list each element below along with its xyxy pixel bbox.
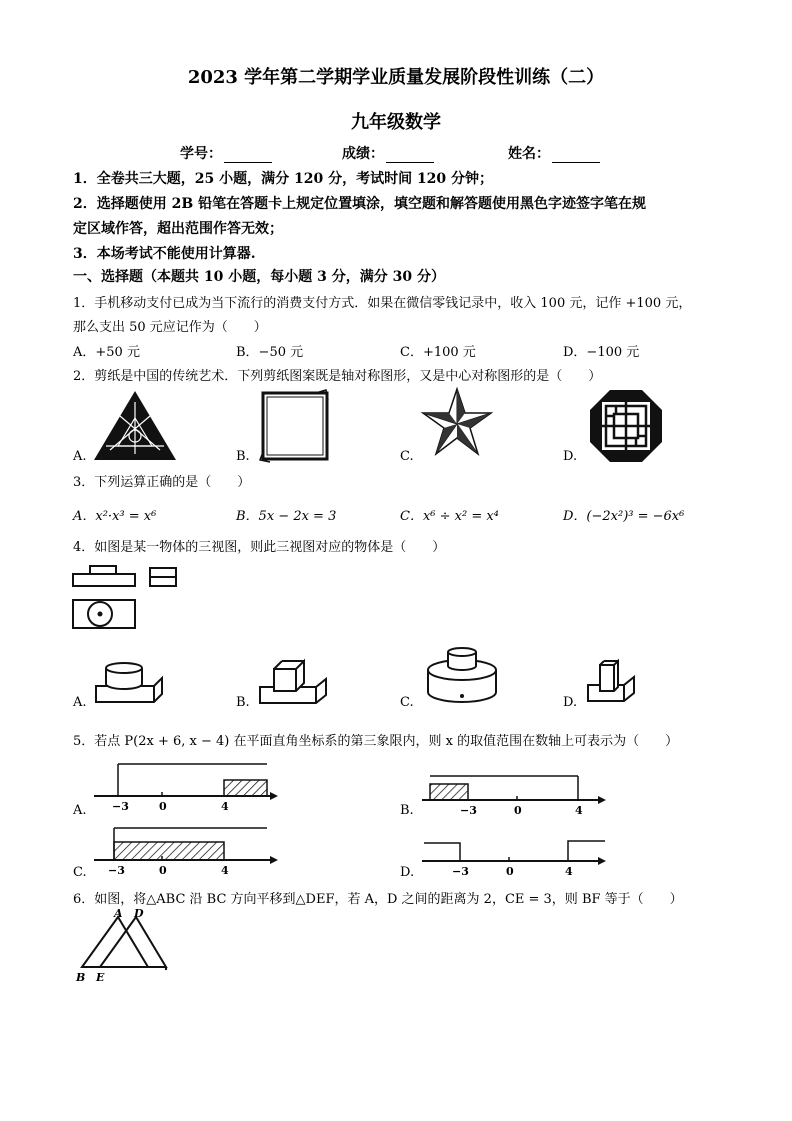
point-b-label: B — [76, 971, 86, 984]
q3-option-a: A．x²·x³ = x⁶ — [73, 509, 157, 524]
point-e-label: E — [96, 971, 105, 984]
q4-label-d: D. — [563, 695, 578, 710]
q4-label-a: A. — [73, 695, 87, 710]
point-d-label: D — [134, 907, 144, 920]
student-id-label: 学号： — [180, 146, 222, 162]
q1-text: 1．手机移动支付已成为当下流行的消费支付方式．如果在微信零钱记录中，收入 100 元，记作 +100 元， — [73, 296, 692, 311]
q5-text: 5．若点 P(2x + 6, x − 4) 在平面直角坐标系的第三象限内，则 x 的取值范围在数轴上可表示为（ ） — [73, 734, 679, 749]
q1-option-c: C．+100 元 — [400, 345, 476, 360]
tick-4: 4 — [221, 864, 229, 877]
translated-triangles-figure — [72, 905, 172, 985]
tick-neg3: −3 — [460, 804, 477, 817]
q5-label-d: D. — [400, 865, 415, 880]
score-blank — [386, 148, 434, 163]
number-line-d — [420, 833, 610, 881]
number-line-a — [92, 760, 282, 815]
papercut-triangle-figure — [90, 388, 180, 463]
q3-text: 3．下列运算正确的是（ ） — [73, 475, 251, 490]
tick-neg3: −3 — [452, 865, 469, 878]
instruction-2-cont: 定区域作答，超出范围作答无效； — [73, 221, 283, 237]
q4-label-c: C. — [400, 695, 414, 710]
q4-text: 4．如图是某一物体的三视图，则此三视图对应的物体是（ ） — [73, 540, 446, 555]
number-line-b — [420, 770, 610, 818]
q1-option-b: B．−50 元 — [236, 345, 304, 360]
solid-cube-on-block — [256, 655, 331, 707]
three-view-figure — [70, 560, 200, 635]
q5-label-a: A. — [73, 803, 87, 818]
name-field — [508, 143, 600, 163]
section-heading: 一、选择题（本题共 10 小题，每小题 3 分，满分 30 分） — [73, 269, 445, 285]
q1-text-cont: 那么支出 50 元应记作为（ ） — [73, 320, 267, 335]
tick-neg3: −3 — [112, 800, 129, 813]
q2-text: 2．剪纸是中国的传统艺术．下列剪纸图案既是轴对称图形，又是中心对称图形的是（ ） — [73, 369, 602, 384]
name-blank — [552, 148, 600, 163]
name-label: 姓名： — [508, 146, 550, 162]
tick-4: 4 — [575, 804, 583, 817]
tick-4: 4 — [565, 865, 573, 878]
instruction-3: 3．本场考试不能使用计算器. — [73, 246, 256, 262]
instruction-2: 2．选择题使用 2B 铅笔在答题卡上规定位置填涂，填空题和解答题使用黑色字迹签字笔在规 — [73, 196, 647, 212]
solid-box-on-block — [584, 655, 644, 707]
q3-option-d: D．(−2x²)³ = −6x⁶ — [563, 509, 685, 524]
q5-label-b: B. — [400, 803, 414, 818]
tick-0: 0 — [159, 800, 167, 813]
tick-0: 0 — [506, 865, 514, 878]
q3-option-b: B．5x − 2x = 3 — [236, 509, 337, 524]
student-id-field — [180, 143, 272, 163]
tick-neg3: −3 — [108, 864, 125, 877]
solid-cylinder-on-cylinder — [420, 640, 505, 712]
exam-subtitle: 九年级数学 — [351, 112, 441, 133]
papercut-star-figure — [420, 386, 495, 461]
q4-label-b: B. — [236, 695, 250, 710]
instruction-1: 1．全卷共三大题，25 小题，满分 120 分，考试时间 120 分钟； — [73, 171, 494, 187]
papercut-square-frame-figure — [258, 388, 333, 466]
student-id-blank — [224, 148, 272, 163]
q5-label-c: C. — [73, 865, 87, 880]
number-line-c — [92, 822, 282, 877]
score-field — [342, 143, 434, 163]
q2-label-c: C. — [400, 449, 414, 464]
q1-option-a: A．+50 元 — [73, 345, 140, 360]
papercut-octagon-figure — [588, 388, 664, 464]
score-label: 成绩： — [342, 146, 384, 162]
q6-text: 6．如图，将△ABC 沿 BC 方向平移到△DEF，若 A，D 之间的距离为 2，CE = 3，则 BF 等于（ ） — [73, 892, 683, 907]
point-a-label: A — [114, 907, 123, 920]
q2-label-a: A. — [73, 449, 87, 464]
q1-option-d: D．−100 元 — [563, 345, 640, 360]
solid-cylinder-on-block — [92, 658, 167, 708]
tick-0: 0 — [159, 864, 167, 877]
q2-label-b: B. — [236, 449, 250, 464]
q2-label-d: D. — [563, 449, 578, 464]
tick-0: 0 — [514, 804, 522, 817]
tick-4: 4 — [221, 800, 229, 813]
exam-title: 2023 学年第二学期学业质量发展阶段性训练（二） — [187, 67, 605, 88]
q3-option-c: C．x⁶ ÷ x² = x⁴ — [400, 509, 499, 524]
